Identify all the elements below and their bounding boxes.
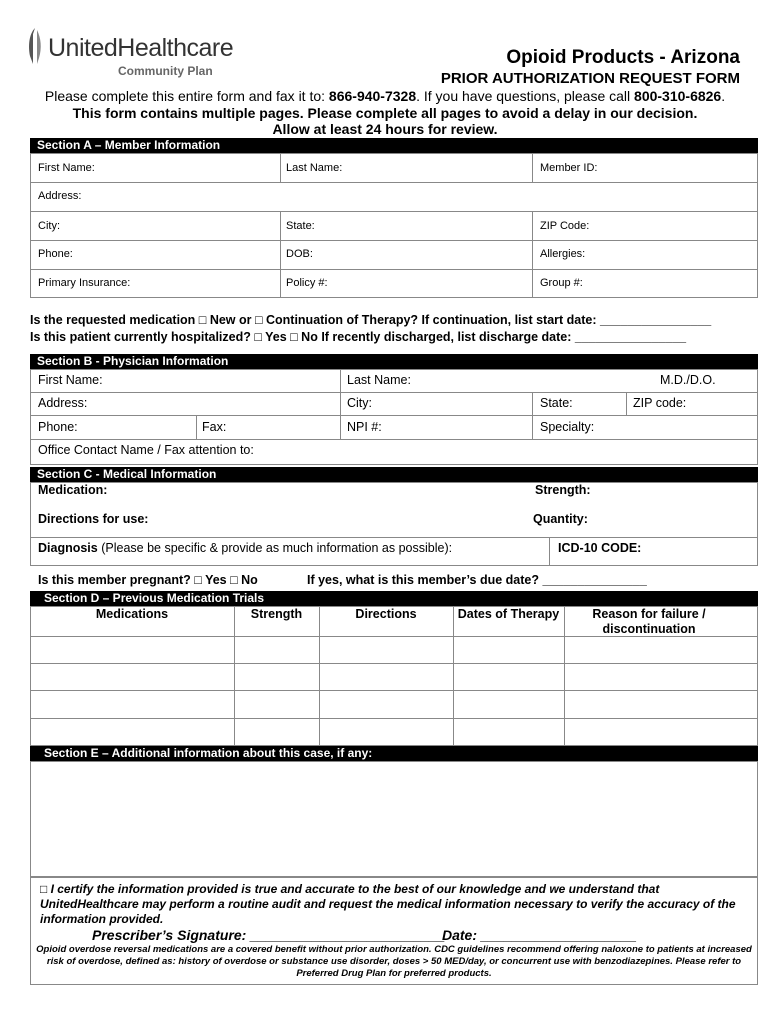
logo-subtitle: Community Plan: [118, 64, 213, 78]
md-do-field[interactable]: M.D./D.O.: [660, 373, 716, 387]
quantity-field[interactable]: Quantity:: [533, 512, 588, 526]
due-date-field[interactable]: If yes, what is this member’s due date? _______________: [307, 573, 647, 587]
fax-number: 866-940-7328: [328, 88, 417, 104]
section-e-header: Section E – Additional information about this case, if any:: [30, 746, 758, 761]
section-a-table: [30, 153, 758, 298]
physician-state-field[interactable]: State:: [540, 396, 573, 410]
physician-last-name-field[interactable]: Last Name:: [347, 373, 411, 387]
phone-number: 800-310-6826: [634, 88, 722, 104]
member-address-field[interactable]: Address:: [38, 190, 82, 202]
section-a-header: Section A – Member Information: [30, 138, 758, 153]
npi-field[interactable]: NPI #:: [347, 420, 382, 434]
col-directions: Directions: [355, 607, 417, 621]
member-zip-field[interactable]: ZIP Code:: [540, 220, 590, 232]
form-title: Opioid Products - Arizona: [506, 47, 740, 68]
intro-line-2: This form contains multiple pages. Please complete all pages to avoid a delay in our decision.: [72, 105, 698, 121]
form-subtitle: PRIOR AUTHORIZATION REQUEST FORM: [440, 70, 740, 87]
member-city-field[interactable]: City:: [38, 220, 60, 232]
logo-mark-icon: [26, 26, 44, 66]
member-last-name-field[interactable]: Last Name:: [286, 162, 343, 174]
col-medications: Medications: [95, 607, 169, 621]
office-contact-field[interactable]: Office Contact Name / Fax attention to:: [38, 443, 254, 457]
logo-name: UnitedHealthcare: [48, 34, 234, 62]
diagnosis-field[interactable]: Diagnosis (Please be specific & provide as much information as possible):: [38, 541, 453, 555]
directions-field[interactable]: Directions for use:: [38, 512, 149, 526]
intro-line-3: Allow at least 24 hours for review.: [272, 121, 498, 137]
medication-field[interactable]: Medication:: [38, 483, 108, 497]
section-c-header: Section C - Medical Information: [30, 467, 758, 482]
strength-field[interactable]: Strength:: [535, 483, 591, 497]
additional-info-area[interactable]: [30, 761, 758, 877]
section-d-header: Section D – Previous Medication Trials: [30, 591, 758, 606]
medication-status-question[interactable]: Is the requested medication □ New or □ Continuation of Therapy? If continuation, list start date: ________________: [30, 313, 712, 327]
primary-insurance-field[interactable]: Primary Insurance:: [38, 277, 131, 289]
signature-date-field[interactable]: Date: ____________________: [442, 927, 637, 943]
col-dates-of-therapy: Dates of Therapy: [457, 607, 560, 621]
member-allergies-field[interactable]: Allergies:: [540, 248, 586, 260]
intro-line-1: Please complete this entire form and fax it to: 866-940-7328. If you have questions, please call 800-310-6826.: [44, 88, 726, 104]
physician-address-field[interactable]: Address:: [38, 396, 88, 410]
col-reason: Reason for failure / discontinuation: [592, 607, 706, 636]
prescriber-signature-field[interactable]: Prescriber’s Signature: _________________________: [92, 927, 445, 943]
pregnant-question[interactable]: Is this member pregnant? □ Yes □ No: [38, 573, 258, 587]
naloxone-note: Opioid overdose reversal medications are a covered benefit without prior authorization. CDC guidelines recommend offering naloxone to patients at increased risk of overdose, defined as: history of overdose or substance use disorder, doses > 50 MED/day, or concurrent use with benzodiazepines. Please refer to Preferred Drug Plan for preferred products.: [36, 944, 752, 979]
member-first-name-field[interactable]: First Name:: [38, 162, 95, 174]
section-b-header: Section B - Physician Information: [30, 354, 758, 369]
group-field[interactable]: Group #:: [540, 277, 583, 289]
col-strength: Strength: [250, 607, 303, 621]
icd10-field[interactable]: ICD-10 CODE:: [558, 541, 642, 555]
member-phone-field[interactable]: Phone:: [38, 248, 73, 260]
member-dob-field[interactable]: DOB:: [286, 248, 313, 260]
policy-field[interactable]: Policy #:: [286, 277, 328, 289]
physician-zip-field[interactable]: ZIP code:: [633, 396, 687, 410]
physician-fax-field[interactable]: Fax:: [202, 420, 227, 434]
specialty-field[interactable]: Specialty:: [540, 420, 595, 434]
physician-phone-field[interactable]: Phone:: [38, 420, 78, 434]
physician-first-name-field[interactable]: First Name:: [38, 373, 103, 387]
certification-statement[interactable]: □ I certify the information provided is true and accurate to the best of our knowledge and we understand that UnitedHealthcare may perform a routine audit and request the medical information necessary to verify the accuracy of the information provided.: [40, 882, 736, 926]
physician-city-field[interactable]: City:: [347, 396, 372, 410]
hospitalized-question[interactable]: Is this patient currently hospitalized? □ Yes □ No If recently discharged, list discharge date: ________________: [30, 330, 687, 344]
member-state-field[interactable]: State:: [286, 220, 315, 232]
member-id-field[interactable]: Member ID:: [540, 162, 598, 174]
